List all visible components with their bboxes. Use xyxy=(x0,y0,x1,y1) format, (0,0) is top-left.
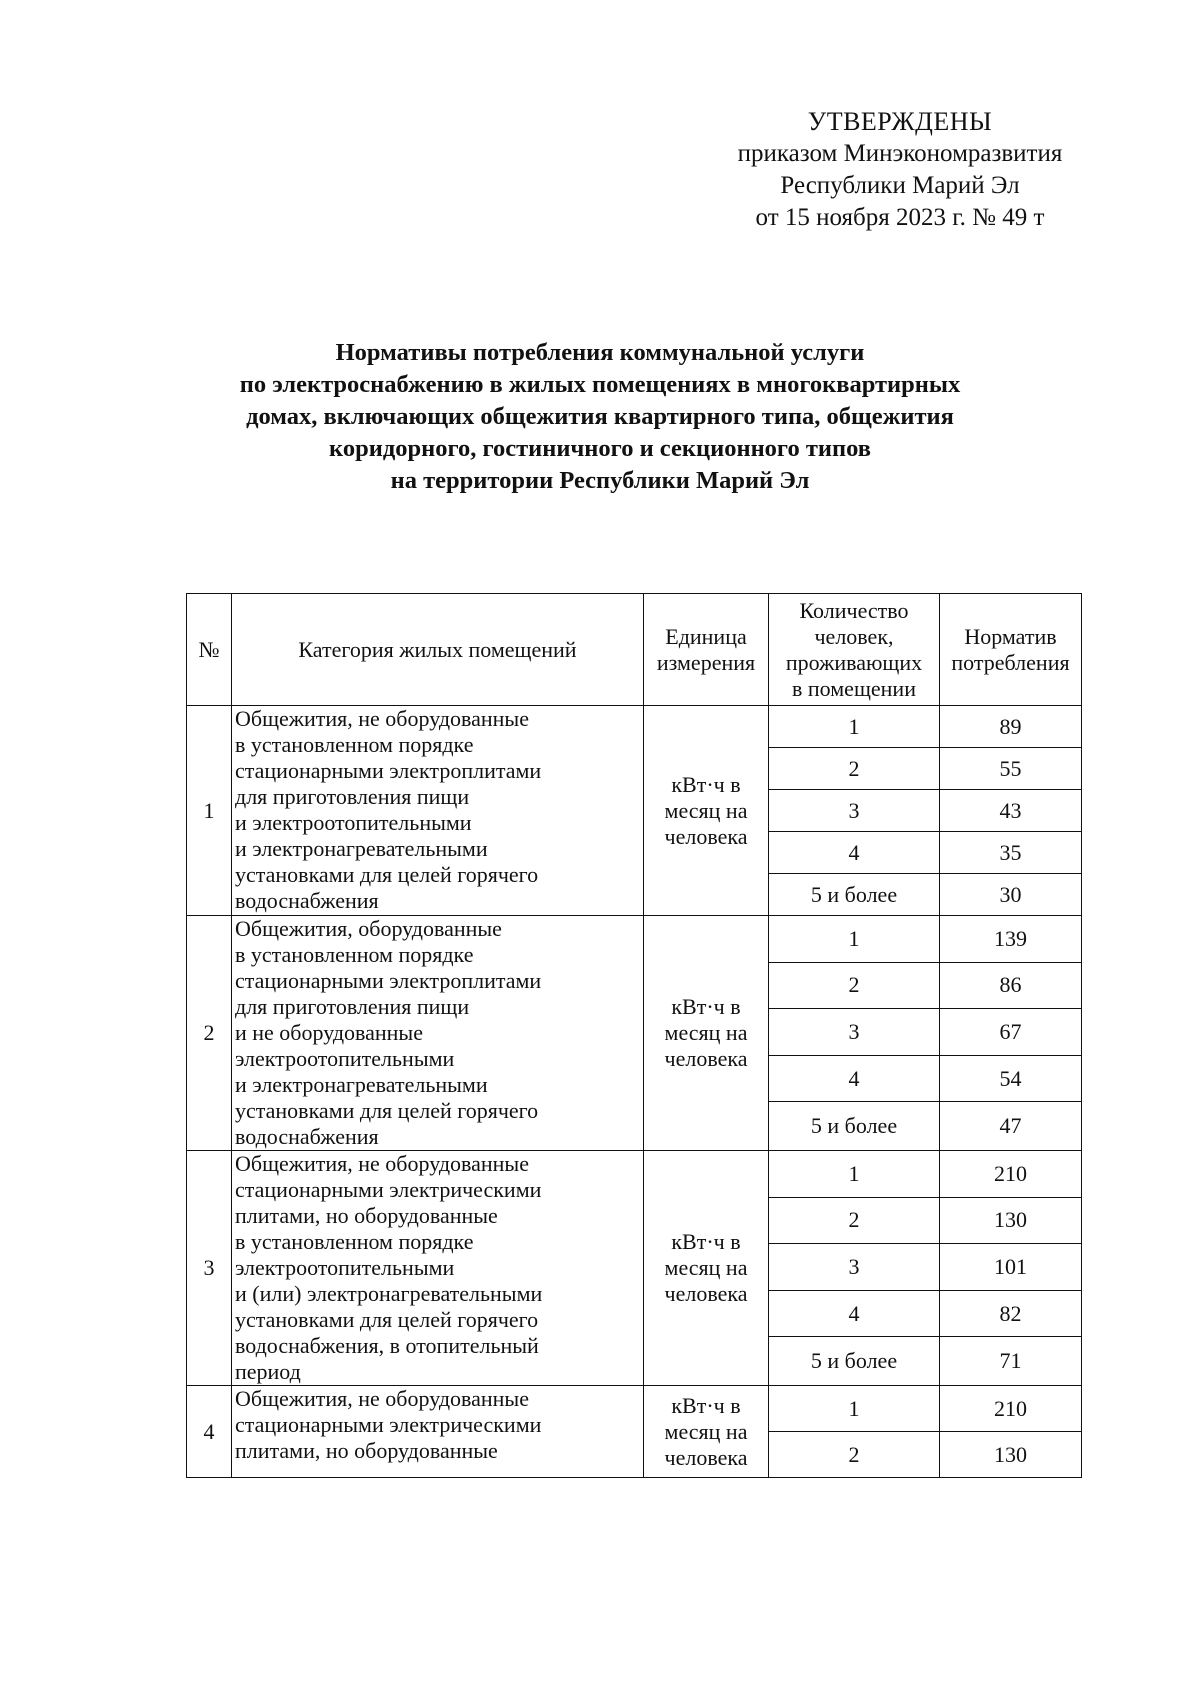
header-people-line: в помещении xyxy=(792,675,916,701)
approval-date-line: от 15 ноября 2023 г. № 49 т xyxy=(755,204,1045,231)
category-line: в установленном порядке xyxy=(235,1229,474,1254)
norm-value-cell: 30 xyxy=(940,874,1082,916)
norms-table xyxy=(186,593,1082,1478)
unit-line: человека xyxy=(664,1444,748,1470)
header-num: № xyxy=(187,594,232,706)
norm-value-cell: 55 xyxy=(940,748,1082,790)
category-cell xyxy=(232,1151,644,1386)
table-body xyxy=(187,706,1082,1478)
category-cell xyxy=(232,916,644,1151)
approval-heading: УТВЕРЖДЕНЫ xyxy=(807,107,993,136)
people-count-cell: 5 и более xyxy=(769,1102,940,1151)
people-count-cell: 5 и более xyxy=(769,874,940,916)
people-count-cell: 3 xyxy=(769,1009,940,1056)
norm-value-cell: 210 xyxy=(940,1151,1082,1198)
category-cell xyxy=(232,1386,644,1478)
title-line-2: по электроснабжению в жилых помещениях в многоквартирных xyxy=(239,371,961,398)
norm-value-cell: 43 xyxy=(940,790,1082,832)
approval-stamp xyxy=(690,106,1110,234)
category-line: водоснабжения xyxy=(235,888,379,913)
people-count-cell: 2 xyxy=(769,1432,940,1478)
category-line: для приготовления пищи xyxy=(235,994,470,1019)
category-line: период xyxy=(235,1359,301,1384)
approval-republic-line: Республики Марий Эл xyxy=(780,172,1020,199)
table-row xyxy=(187,916,1082,963)
people-count-cell: 4 xyxy=(769,1055,940,1102)
table-row xyxy=(187,1151,1082,1198)
category-line: и электроотопительными xyxy=(235,810,472,835)
people-count-cell: 5 и более xyxy=(769,1337,940,1386)
norm-value-cell: 86 xyxy=(940,962,1082,1009)
norm-value-cell: 130 xyxy=(940,1432,1082,1478)
unit-cell xyxy=(644,1151,769,1386)
norm-value-cell: 82 xyxy=(940,1290,1082,1337)
unit-line: кВт·ч в xyxy=(671,994,741,1019)
unit-line: месяц на xyxy=(664,1255,748,1280)
unit-cell xyxy=(644,916,769,1151)
title-line-3: домах, включающих общежития квартирного типа, общежития xyxy=(246,403,954,430)
category-line: для приготовления пищи xyxy=(235,784,470,809)
unit-line: человека xyxy=(664,1046,748,1071)
people-count-cell: 1 xyxy=(769,916,940,963)
approval-order-line: приказом Минэкономразвития xyxy=(737,140,1063,167)
row-number: 3 xyxy=(187,1151,232,1386)
category-line: стационарными электрическими xyxy=(235,1177,542,1202)
people-count-cell: 3 xyxy=(769,790,940,832)
unit-line: кВт·ч в xyxy=(671,771,741,797)
title-line-5: на территории Республики Марий Эл xyxy=(390,467,810,494)
header-norm-line: потребления xyxy=(951,649,1070,675)
category-line: стационарными электроплитами xyxy=(235,968,542,993)
category-line: электроотопительными xyxy=(235,1046,455,1071)
people-count-cell: 3 xyxy=(769,1244,940,1291)
people-count-cell: 1 xyxy=(769,1151,940,1198)
category-line: Общежития, не оборудованные xyxy=(235,1151,529,1176)
header-unit-line: измерения xyxy=(656,649,756,675)
norm-value-cell: 89 xyxy=(940,706,1082,748)
norm-value-cell: 54 xyxy=(940,1055,1082,1102)
norm-value-cell: 47 xyxy=(940,1102,1082,1151)
category-line: Общежития, оборудованные xyxy=(235,916,502,941)
category-cell xyxy=(232,706,644,916)
norm-value-cell: 35 xyxy=(940,832,1082,874)
header-norm-line: Норматив xyxy=(964,623,1057,649)
unit-line: месяц на xyxy=(664,797,748,823)
category-line: электроотопительными xyxy=(235,1255,455,1280)
category-line: стационарными электрическими xyxy=(235,1412,542,1437)
header-people-line: проживающих xyxy=(785,649,923,675)
category-line: и (или) электронагревательными xyxy=(235,1281,543,1306)
row-number: 4 xyxy=(187,1386,232,1478)
unit-line: месяц на xyxy=(664,1418,748,1444)
people-count-cell: 4 xyxy=(769,832,940,874)
norm-value-cell: 130 xyxy=(940,1197,1082,1244)
unit-line: человека xyxy=(664,1281,748,1306)
table-header-row xyxy=(187,594,1082,706)
people-count-cell: 4 xyxy=(769,1290,940,1337)
category-line: установками для целей горячего xyxy=(235,862,539,887)
category-line: стационарными электроплитами xyxy=(235,758,542,783)
category-line: и электронагревательными xyxy=(235,836,488,861)
category-line: плитами, но оборудованные xyxy=(235,1203,498,1228)
title-line-4: коридорного, гостиничного и секционного типов xyxy=(329,435,871,462)
unit-line: месяц на xyxy=(664,1020,748,1045)
norm-value-cell: 67 xyxy=(940,1009,1082,1056)
category-line: Общежития, не оборудованные xyxy=(235,1386,529,1411)
header-norm xyxy=(940,594,1082,706)
norm-value-cell: 71 xyxy=(940,1337,1082,1386)
people-count-cell: 1 xyxy=(769,1386,940,1432)
header-category: Категория жилых помещений xyxy=(232,594,644,706)
unit-cell xyxy=(644,1386,769,1478)
title-line-1: Нормативы потребления коммунальной услуги xyxy=(335,339,865,366)
norm-value-cell: 210 xyxy=(940,1386,1082,1432)
norm-value-cell: 101 xyxy=(940,1244,1082,1291)
header-unit xyxy=(644,594,769,706)
header-people xyxy=(769,594,940,706)
row-number: 2 xyxy=(187,916,232,1151)
table-row xyxy=(187,706,1082,748)
table-row xyxy=(187,1386,1082,1432)
people-count-cell: 2 xyxy=(769,1197,940,1244)
unit-cell xyxy=(644,706,769,916)
unit-line: кВт·ч в xyxy=(671,1392,741,1418)
category-line: в установленном порядке xyxy=(235,732,474,757)
people-count-cell: 2 xyxy=(769,748,940,790)
unit-line: кВт·ч в xyxy=(671,1229,741,1254)
header-people-line: человек, xyxy=(814,623,894,649)
header-people-line: Количество xyxy=(799,597,909,623)
people-count-cell: 2 xyxy=(769,962,940,1009)
category-line: в установленном порядке xyxy=(235,942,474,967)
category-line: установками для целей горячего xyxy=(235,1098,539,1123)
people-count-cell: 1 xyxy=(769,706,940,748)
category-line: и электронагревательными xyxy=(235,1072,488,1097)
category-line: и не оборудованные xyxy=(235,1020,423,1045)
category-line: установками для целей горячего xyxy=(235,1307,539,1332)
category-line: плитами, но оборудованные xyxy=(235,1438,498,1463)
norm-value-cell: 139 xyxy=(940,916,1082,963)
category-line: Общежития, не оборудованные xyxy=(235,706,529,731)
unit-line: человека xyxy=(664,823,748,849)
category-line: водоснабжения xyxy=(235,1124,379,1149)
header-unit-line: Единица xyxy=(665,623,747,649)
row-number: 1 xyxy=(187,706,232,916)
document-title xyxy=(150,337,1050,497)
category-line: водоснабжения, в отопительный xyxy=(235,1333,539,1358)
